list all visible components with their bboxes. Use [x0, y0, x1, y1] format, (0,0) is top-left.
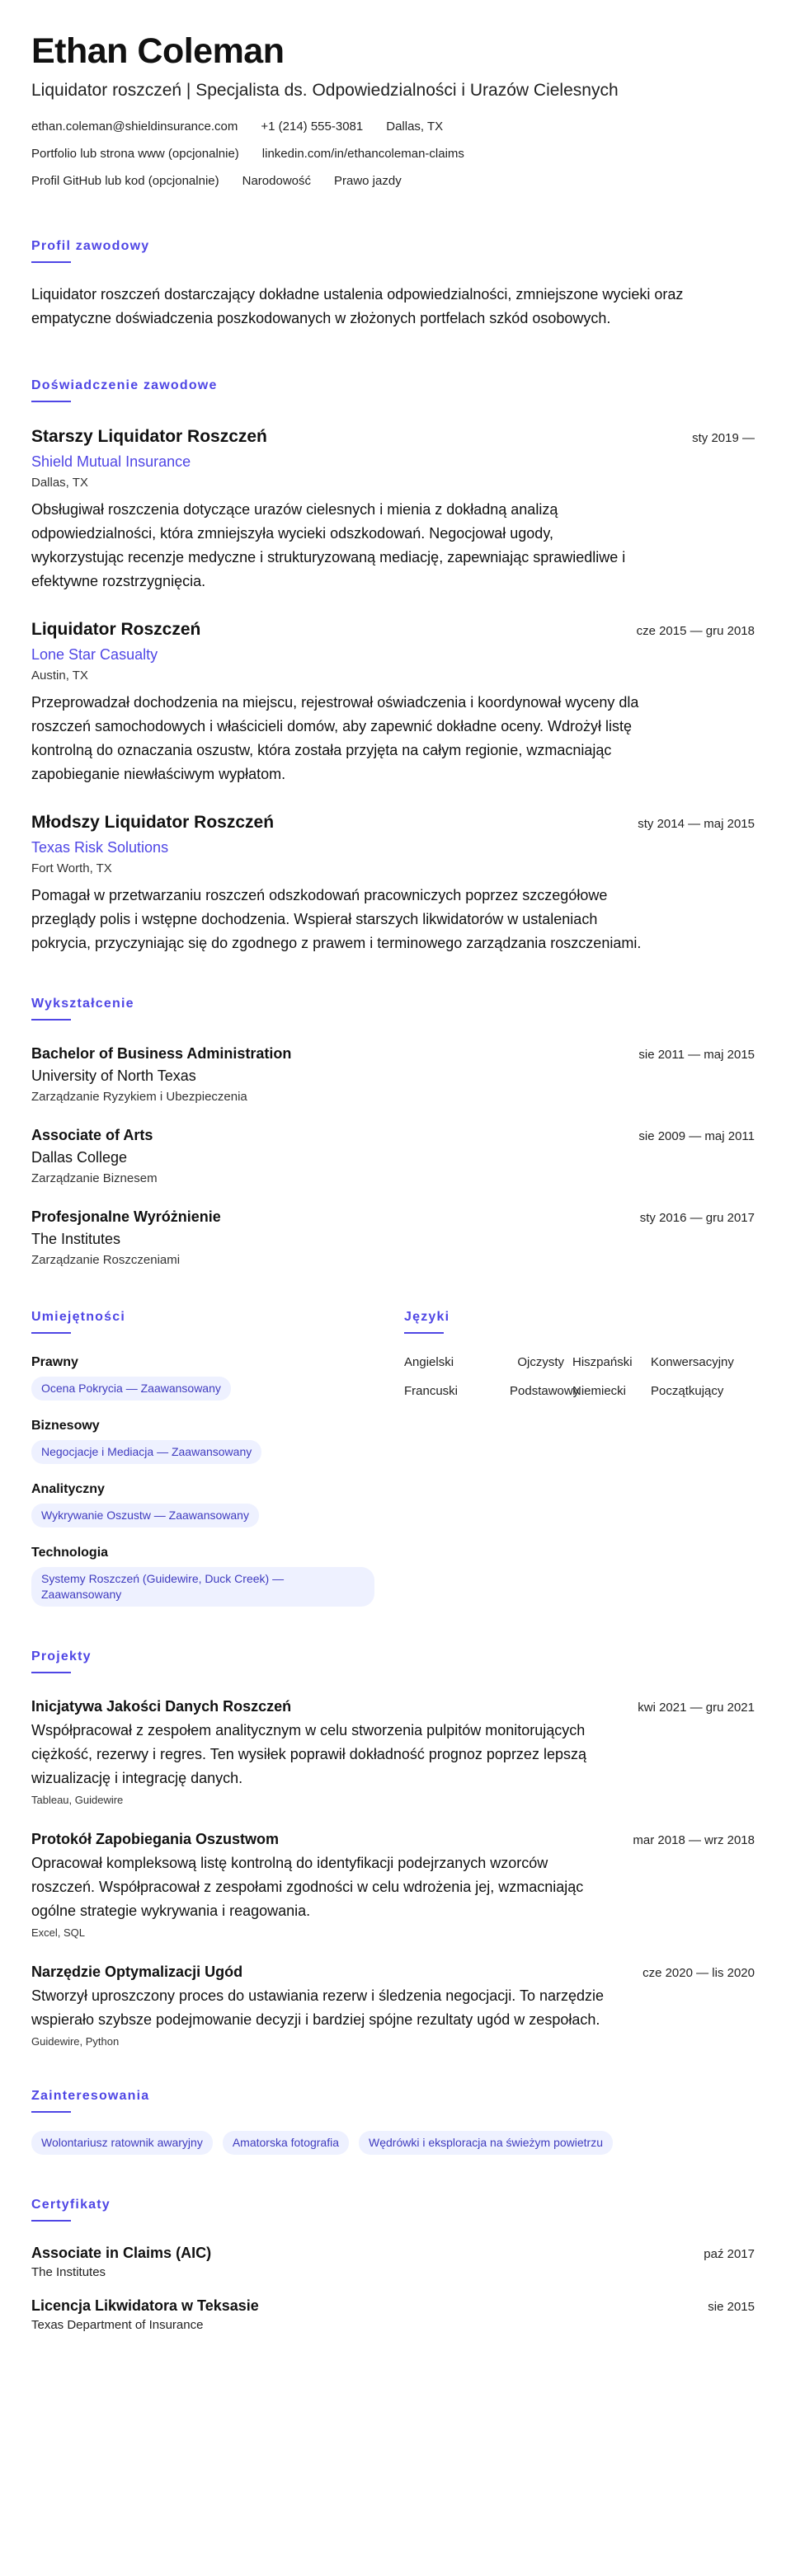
interests-section: [31, 2089, 755, 2155]
website-link[interactable]: Portfolio lub strona www (opcjonalnie): [31, 147, 239, 161]
section-title: Doświadczenie zawodowe: [31, 378, 218, 392]
job-description: Obsługiwał roszczenia dotyczące urazów cielesnych i mienia z dokładną analizą odpowiedzialności, która zmniejszyła wycieki odszkodowań. Negocjował ugody, wykorzystując recenzje medyczne i strukturyzowaną mediację, zapewniając sprawiedliwe i efektywne rozstrzygnięcia.: [31, 501, 626, 589]
job-company: Shield Mutual Insurance: [31, 453, 191, 470]
education-entry: [31, 1045, 755, 1104]
education-degree: Associate of Arts: [31, 1127, 153, 1143]
certifications-section: [31, 2198, 755, 2332]
education-date: sie 2009 — maj 2011: [638, 1129, 755, 1143]
skill-tag: Systemy Roszczeń (Guidewire, Duck Creek) — Zaawansowany: [31, 1567, 374, 1607]
education-field: Zarządzanie Biznesem: [31, 1171, 158, 1185]
interest-tag: Amatorska fotografia: [223, 2131, 349, 2155]
certification-date: sie 2015: [708, 2300, 755, 2314]
education-entry: [31, 1208, 755, 1267]
section-divider: [31, 261, 71, 263]
job-location: Austin, TX: [31, 669, 88, 683]
education-entry: [31, 1127, 755, 1185]
language-level: Podstawowy: [510, 1384, 580, 1398]
interest-tag: Wędrówki i eksploracja na świeżym powietrzu: [359, 2131, 613, 2155]
education-date: sie 2011 — maj 2015: [638, 1048, 755, 1062]
skill-group-name: Analityczny: [31, 1482, 105, 1496]
languages-grid: [404, 1355, 755, 1398]
certification-entry: [31, 2297, 755, 2332]
job-company: Lone Star Casualty: [31, 646, 158, 663]
project-description: Współpracował z zespołem analitycznym w celu stworzenia pulpitów monitorujących ciężkość, rezerwy i regres. Ten wysiłek poprawił dokładność prognoz poprzez lepszą wizualizację i integrację danych.: [31, 1722, 586, 1786]
skill-group: [31, 1546, 374, 1607]
contact-row-2: [31, 146, 755, 162]
skills-section: [31, 1310, 374, 1607]
certification-name: Associate in Claims (AIC): [31, 2245, 212, 2261]
job-description: Przeprowadzał dochodzenia na miejscu, rejestrował oświadczenia i koordynował wyceny dla roszczeń samochodowych i właścicieli domów, aby zapewnić dokładne oceny. Wdrożył listę kontrolną do oznaczania oszustw, która została przyjęta na całym regionie, wzmacniając zapobieganie niewłaściwym wypłatom.: [31, 694, 639, 782]
job-entry: [31, 620, 755, 786]
skill-group-name: Biznesowy: [31, 1419, 100, 1433]
skill-tag: Wykrywanie Oszustw — Zaawansowany: [31, 1504, 259, 1527]
section-divider: [31, 1672, 71, 1673]
section-divider: [31, 1332, 71, 1334]
skill-group-name: Prawny: [31, 1355, 78, 1369]
section-divider: [31, 401, 71, 402]
job-title: Liquidator Roszczeń: [31, 620, 201, 639]
interest-tags: [31, 2131, 755, 2155]
section-title: Profil zawodowy: [31, 239, 150, 253]
education-degree: Profesjonalne Wyróżnienie: [31, 1208, 221, 1225]
section-divider: [31, 2220, 71, 2222]
language-level: Konwersacyjny: [651, 1355, 734, 1369]
project-date: kwi 2021 — gru 2021: [638, 1701, 755, 1715]
job-location: Fort Worth, TX: [31, 861, 112, 875]
education-date: sty 2016 — gru 2017: [639, 1211, 755, 1225]
section-title: Projekty: [31, 1649, 92, 1663]
education-field: Zarządzanie Ryzykiem i Ubezpieczenia: [31, 1090, 247, 1104]
section-title: Wykształcenie: [31, 997, 134, 1011]
location-text: Dallas, TX: [386, 120, 444, 134]
skill-group: [31, 1419, 374, 1464]
summary-section: [31, 239, 755, 331]
experience-section: [31, 378, 755, 955]
job-location: Dallas, TX: [31, 476, 88, 490]
skill-group-name: Technologia: [31, 1546, 109, 1560]
job-description: Pomagał w przetwarzaniu roszczeń odszkodowań pracowniczych poprzez szczegółowe przeglądy polis i wstępne dochodzenia. Wspierał starszych likwidatorów w ustaleniach pokrycia, przyczyniając się do zgodnego z prawem i terminowego zarządzania roszczeniami.: [31, 887, 642, 951]
education-degree: Bachelor of Business Administration: [31, 1045, 292, 1062]
skill-tag: Ocena Pokrycia — Zaawansowany: [31, 1377, 231, 1401]
email-link[interactable]: ethan.coleman@shieldinsurance.com: [31, 120, 238, 134]
resume-header: [31, 31, 755, 190]
certification-issuer: The Institutes: [31, 2265, 106, 2279]
contact-row-1: [31, 119, 755, 135]
certification-name: Licencja Likwidatora w Teksasie: [31, 2297, 259, 2314]
section-title: Certyfikaty: [31, 2198, 111, 2212]
job-date: sty 2019 —: [692, 431, 755, 445]
project-name: Narzędzie Optymalizacji Ugód: [31, 1964, 243, 1980]
phone-text: +1 (214) 555-3081: [261, 120, 364, 134]
project-tools: Tableau, Guidewire: [31, 1794, 124, 1806]
project-entry: [31, 1964, 755, 2048]
skill-tag: Negocjacje i Mediacja — Zaawansowany: [31, 1440, 261, 1464]
job-title: Młodszy Liquidator Roszczeń: [31, 813, 275, 832]
job-date: cze 2015 — gru 2018: [636, 624, 755, 638]
education-school: University of North Texas: [31, 1067, 196, 1084]
section-title: Zainteresowania: [31, 2089, 150, 2103]
language-level: Ojczysty: [517, 1355, 564, 1369]
project-name: Protokół Zapobiegania Oszustwom: [31, 1831, 280, 1847]
project-date: mar 2018 — wrz 2018: [633, 1833, 755, 1847]
certification-date: paź 2017: [704, 2247, 755, 2261]
skill-group: [31, 1355, 374, 1401]
language-name: Francuski: [404, 1384, 459, 1398]
project-tools: Guidewire, Python: [31, 2035, 120, 2048]
candidate-name: Ethan Coleman: [31, 31, 285, 71]
interest-tag: Wolontariusz ratownik awaryjny: [31, 2131, 213, 2155]
certification-entry: [31, 2245, 755, 2279]
section-divider: [31, 2111, 71, 2113]
project-tools: Excel, SQL: [31, 1926, 86, 1939]
candidate-headline: Liquidator roszczeń | Specjalista ds. Odpowiedzialności i Urazów Cielesnych: [31, 81, 619, 100]
language-level: Początkujący: [651, 1384, 724, 1398]
projects-section: [31, 1649, 755, 2048]
education-school: The Institutes: [31, 1231, 121, 1247]
section-title: Umiejętności: [31, 1310, 125, 1324]
nationality-text: Narodowość: [242, 174, 311, 188]
education-section: [31, 997, 755, 1267]
job-entry: [31, 813, 755, 955]
project-entry: [31, 1698, 755, 1806]
job-date: sty 2014 — maj 2015: [638, 817, 755, 831]
job-company: Texas Risk Solutions: [31, 839, 169, 856]
project-description: Stworzył uproszczony proces do ustawiania rezerw i śledzenia negocjacji. To narzędzie wspierało szybsze podejmowanie decyzji i bardziej spójne rezultaty ugód w zespołach.: [31, 1987, 605, 2028]
project-name: Inicjatywa Jakości Danych Roszczeń: [31, 1698, 292, 1715]
section-title: Języki: [404, 1310, 450, 1324]
project-description: Opracował kompleksową listę kontrolną do identyfikacji podejrzanych wzorców roszczeń. Współpracował z zespołami zgodności w celu wdrożenia jej, wzmacniając ogólne strategie wykrywania i reagowania.: [31, 1855, 584, 1919]
education-school: Dallas College: [31, 1149, 128, 1166]
language-name: Niemiecki: [572, 1384, 627, 1398]
linkedin-link[interactable]: linkedin.com/in/ethancoleman-claims: [261, 147, 464, 161]
summary-text: Liquidator roszczeń dostarczający dokładne ustalenia odpowiedzialności, zmniejszone wycieki oraz empatyczne doświadczenia poszkodowanych w złożonych portfelach szkód osobowych.: [31, 286, 684, 326]
languages-section: [404, 1310, 755, 1607]
section-divider: [404, 1332, 444, 1334]
project-entry: [31, 1831, 755, 1939]
project-date: cze 2020 — lis 2020: [642, 1966, 755, 1980]
education-field: Zarządzanie Roszczeniami: [31, 1253, 181, 1267]
contact-row-3: [31, 173, 755, 190]
job-entry: [31, 427, 755, 594]
skill-group: [31, 1482, 374, 1527]
license-text: Prawo jazdy: [334, 174, 402, 188]
github-link[interactable]: Profil GitHub lub kod (opcjonalnie): [31, 174, 219, 188]
language-name: Hiszpański: [572, 1355, 633, 1369]
job-title: Starszy Liquidator Roszczeń: [31, 427, 267, 446]
skills-languages-row: [31, 1310, 755, 1607]
language-name: Angielski: [404, 1355, 454, 1369]
section-divider: [31, 1019, 71, 1021]
certification-issuer: Texas Department of Insurance: [31, 2318, 204, 2332]
